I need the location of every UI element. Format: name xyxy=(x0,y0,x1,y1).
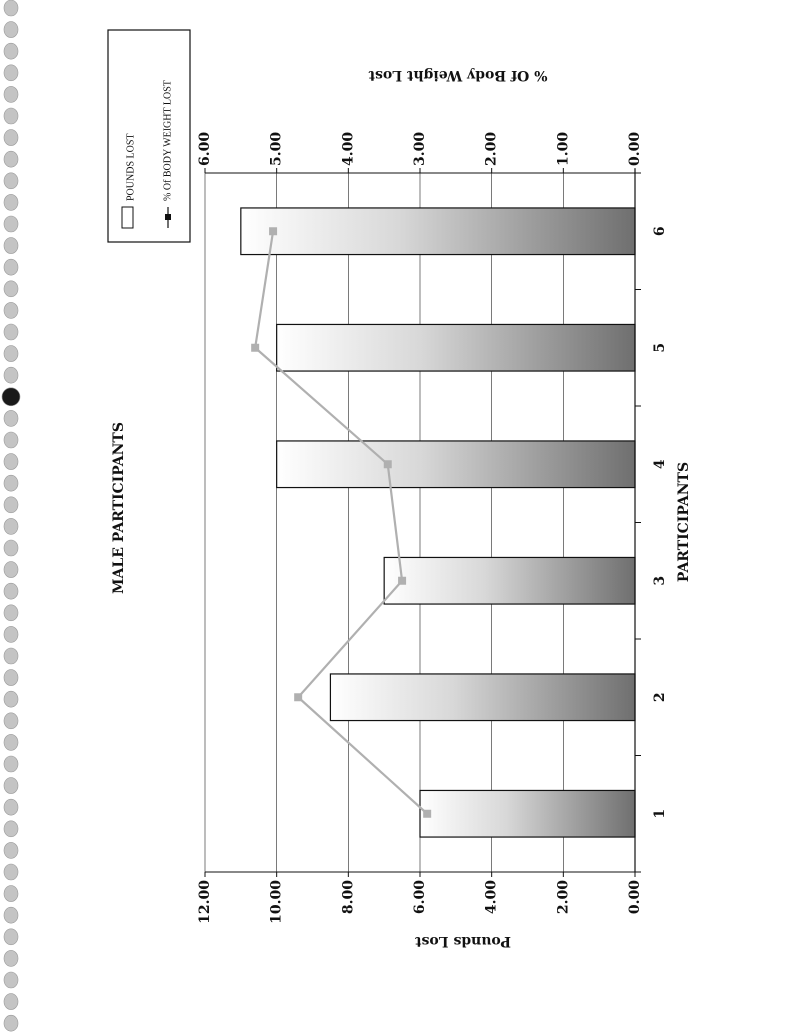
bar xyxy=(277,441,635,488)
y2-tick-label: 1.00 xyxy=(555,131,572,166)
bar xyxy=(277,324,635,371)
y-tick-label: 8.00 xyxy=(340,880,357,915)
y-tick-label: 0.00 xyxy=(627,880,643,915)
legend-percent-lost: % Of BODY WEIGHT LOST xyxy=(162,80,174,201)
y-tick-label: 10.00 xyxy=(268,880,285,924)
x-axis-title: PARTICIPANTS xyxy=(676,461,692,583)
legend-line-marker xyxy=(165,214,171,220)
category-label: 4 xyxy=(652,459,668,470)
percent-point xyxy=(398,577,406,585)
percent-line-path xyxy=(255,231,427,814)
percent-point xyxy=(269,227,277,235)
category-label: 5 xyxy=(652,342,668,353)
legend-box xyxy=(108,30,190,242)
gridlines xyxy=(205,173,635,872)
y-tick-label: 4.00 xyxy=(483,880,500,915)
bars xyxy=(241,208,635,837)
y2-tick-label: 5.00 xyxy=(268,131,285,166)
y2-tick-label: 3.00 xyxy=(412,131,428,166)
y2-tick-label: 6.00 xyxy=(197,131,213,166)
legend-pounds-lost: POUNDS LOST xyxy=(125,133,137,201)
y2-tick-label: 4.00 xyxy=(340,131,357,166)
y2-tick-label: 2.00 xyxy=(483,131,500,166)
chart-title: MALE PARTICIPANTS xyxy=(111,422,127,594)
y-tick-label: 12.00 xyxy=(197,880,213,924)
y-axis-title: Pounds Lost xyxy=(415,933,511,949)
y-tick-label: 2.00 xyxy=(555,880,572,915)
category-label: 3 xyxy=(652,575,668,586)
y-tick-label: 6.00 xyxy=(412,880,428,915)
bar xyxy=(241,208,635,255)
category-label: 6 xyxy=(652,226,668,237)
percent-point xyxy=(384,460,392,468)
percent-point xyxy=(251,344,259,352)
bar xyxy=(330,674,635,721)
bar xyxy=(420,790,635,837)
category-label: 2 xyxy=(652,692,668,703)
y2-axis-title: % Of Body Weight Lost xyxy=(368,67,548,83)
percent-point xyxy=(423,810,431,818)
legend-bar-swatch xyxy=(122,207,133,228)
bar xyxy=(384,557,635,604)
percent-point xyxy=(294,693,302,701)
legend xyxy=(108,30,190,242)
category-label: 1 xyxy=(652,808,668,819)
percent-line xyxy=(251,227,431,818)
y2-tick-label: 0.00 xyxy=(627,131,643,166)
